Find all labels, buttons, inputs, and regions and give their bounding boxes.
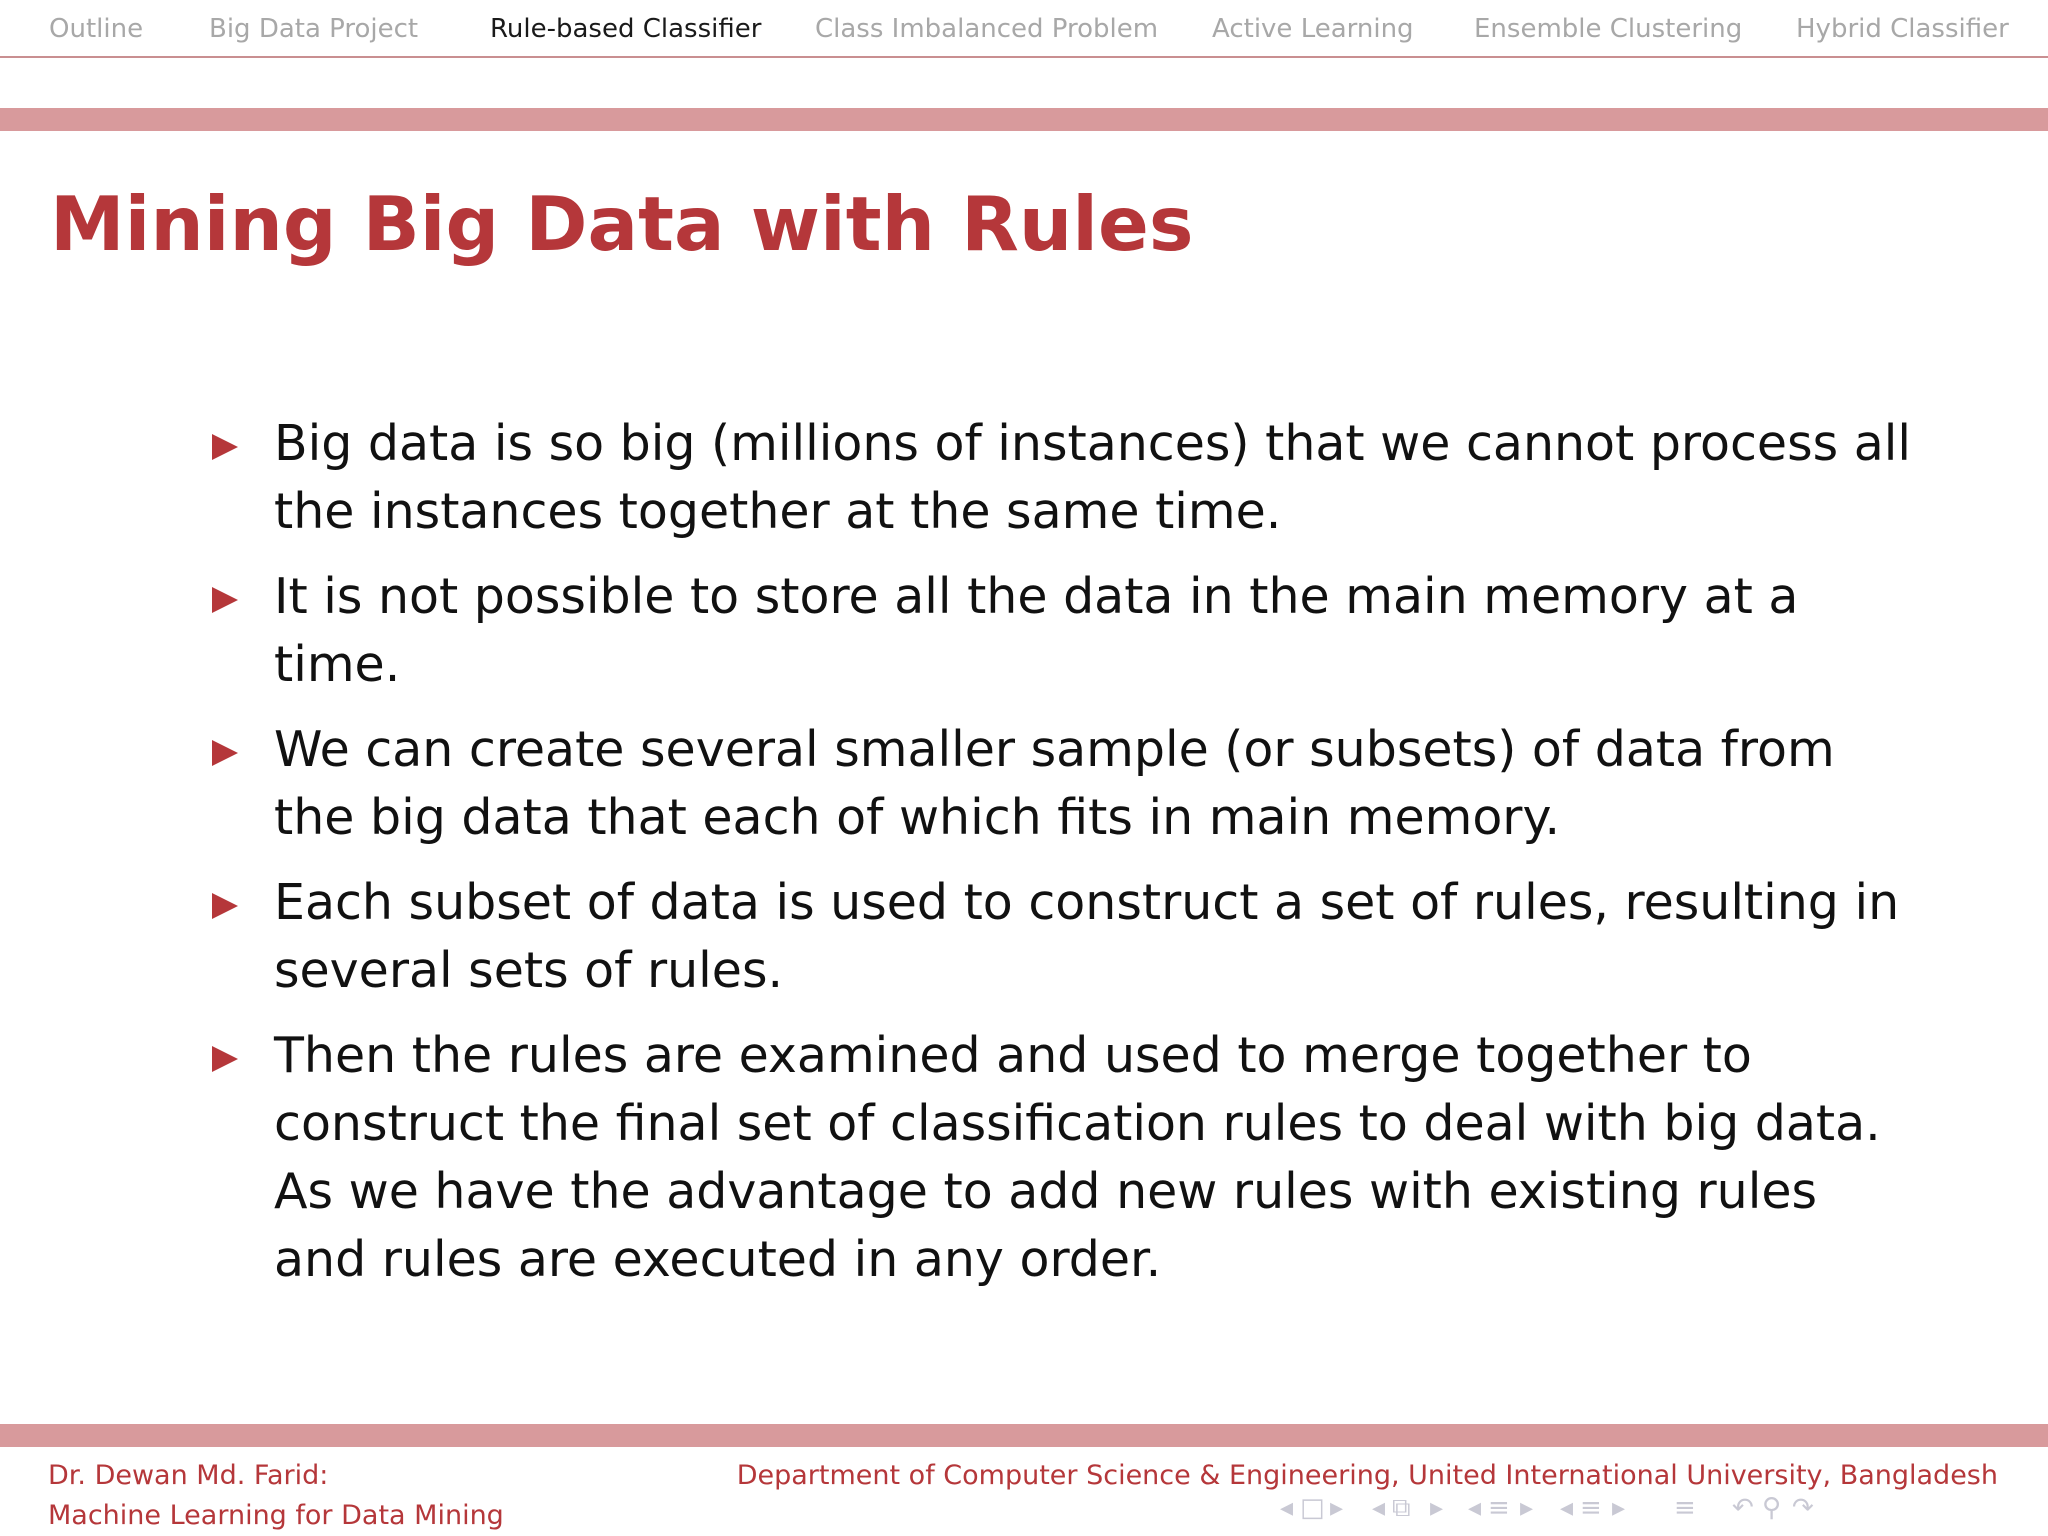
section-prev-icon[interactable]: ◂: [1468, 1493, 1482, 1523]
bullet-item: [212, 716, 1912, 852]
bullet-text: We can create several smaller sample (or subsets) of data from the big data that each of which fits in main memory.: [274, 721, 1835, 846]
triangle-bullet-icon: [212, 587, 238, 613]
bullet-text: It is not possible to store all the data in the main memory at a time.: [274, 568, 1799, 693]
section-next-icon[interactable]: ▸: [1520, 1493, 1534, 1523]
bullet-text: Each subset of data is used to construct a set of rules, resulting in several sets of rules.: [274, 874, 1900, 999]
nav-item-rule-based-classifier[interactable]: Rule-based Classifier: [490, 14, 762, 44]
nav-item-big-data-project[interactable]: Big Data Project: [209, 14, 419, 44]
footer-author: Dr. Dewan Md. Farid:: [48, 1460, 329, 1491]
subsection-next-icon[interactable]: ▸: [1430, 1493, 1444, 1523]
triangle-bullet-icon: [212, 434, 238, 460]
bullet-item: [212, 869, 1912, 1005]
footer-left: [48, 1456, 504, 1536]
subsection-prev-icon[interactable]: ◂: [1372, 1493, 1386, 1523]
triangle-bullet-icon: [212, 893, 238, 919]
footer-institution: Department of Computer Science & Engineering, United International University, Bangladesh: [736, 1460, 1998, 1491]
footer-course: Machine Learning for Data Mining: [48, 1500, 504, 1531]
header-divider-bar: [0, 108, 2048, 131]
subsubsection-prev-icon[interactable]: ◂: [1560, 1493, 1574, 1523]
bullet-item: [212, 1022, 1912, 1294]
frame-prev-icon[interactable]: ◂: [1280, 1493, 1294, 1523]
nav-item-hybrid-classifier[interactable]: Hybrid Classifier: [1796, 14, 2009, 44]
undo-icon[interactable]: ↶: [1732, 1493, 1754, 1523]
section-icon[interactable]: ≡: [1488, 1493, 1510, 1523]
frame-next-icon[interactable]: ▸: [1330, 1493, 1344, 1523]
subsection-icon[interactable]: ⧉: [1392, 1493, 1411, 1523]
bullet-text: Big data is so big (millions of instances) that we cannot process all the instances together at the same time.: [274, 415, 1911, 540]
triangle-bullet-icon: [212, 1046, 238, 1072]
search-icon[interactable]: ⚲: [1762, 1493, 1782, 1523]
triangle-bullet-icon: [212, 740, 238, 766]
bullet-text: Then the rules are examined and used to merge together to construct the final set of classification rules to deal with big data. As we have the advantage to add new rules with existing rules and rules are executed in any order.: [274, 1027, 1881, 1288]
subsubsection-icon[interactable]: ≡: [1580, 1493, 1602, 1523]
slide-title: Mining Big Data with Rules: [50, 180, 1194, 268]
frame-icon[interactable]: □: [1300, 1493, 1325, 1523]
beamer-navigation-symbols: [1280, 1490, 2000, 1526]
bullet-list: [212, 410, 1912, 1311]
nav-item-ensemble-clustering[interactable]: Ensemble Clustering: [1474, 14, 1743, 44]
footer-divider-bar: [0, 1424, 2048, 1447]
bullet-item: [212, 410, 1912, 546]
subsubsection-next-icon[interactable]: ▸: [1612, 1493, 1626, 1523]
toc-icon[interactable]: ≡: [1674, 1493, 1696, 1523]
redo-icon[interactable]: ↷: [1792, 1493, 1814, 1523]
nav-item-active-learning[interactable]: Active Learning: [1212, 14, 1414, 44]
bullet-item: [212, 563, 1912, 699]
section-navigation: [0, 0, 2048, 58]
nav-item-outline[interactable]: Outline: [49, 14, 144, 44]
nav-item-class-imbalanced-problem[interactable]: Class Imbalanced Problem: [815, 14, 1159, 44]
